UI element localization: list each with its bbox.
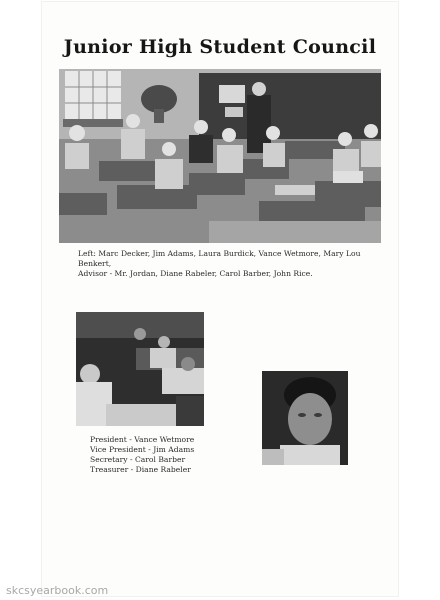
officer-line: Vice President - Jim Adams	[90, 445, 195, 454]
group-photo	[59, 69, 381, 243]
officer-line: President - Vance Wetmore	[90, 435, 195, 444]
page-title: Junior High Student Council	[63, 36, 377, 58]
officer-line: Secretary - Carol Barber	[90, 455, 186, 464]
officers-photo	[76, 312, 204, 426]
caption-line: Left: Marc Decker, Jim Adams, Laura Burdick, Vance Wetmore, Mary Lou Benkert,	[78, 249, 361, 268]
caption-line: Advisor - Mr. Jordan, Diane Rabeler, Carol Barber, John Rice.	[78, 269, 313, 278]
watermark: skcsyearbook.com	[6, 584, 109, 597]
officers-list	[90, 435, 194, 475]
portrait-photo	[262, 371, 348, 465]
group-photo-caption	[78, 249, 378, 279]
officer-line: Treasurer - Diane Rabeler	[90, 465, 191, 474]
